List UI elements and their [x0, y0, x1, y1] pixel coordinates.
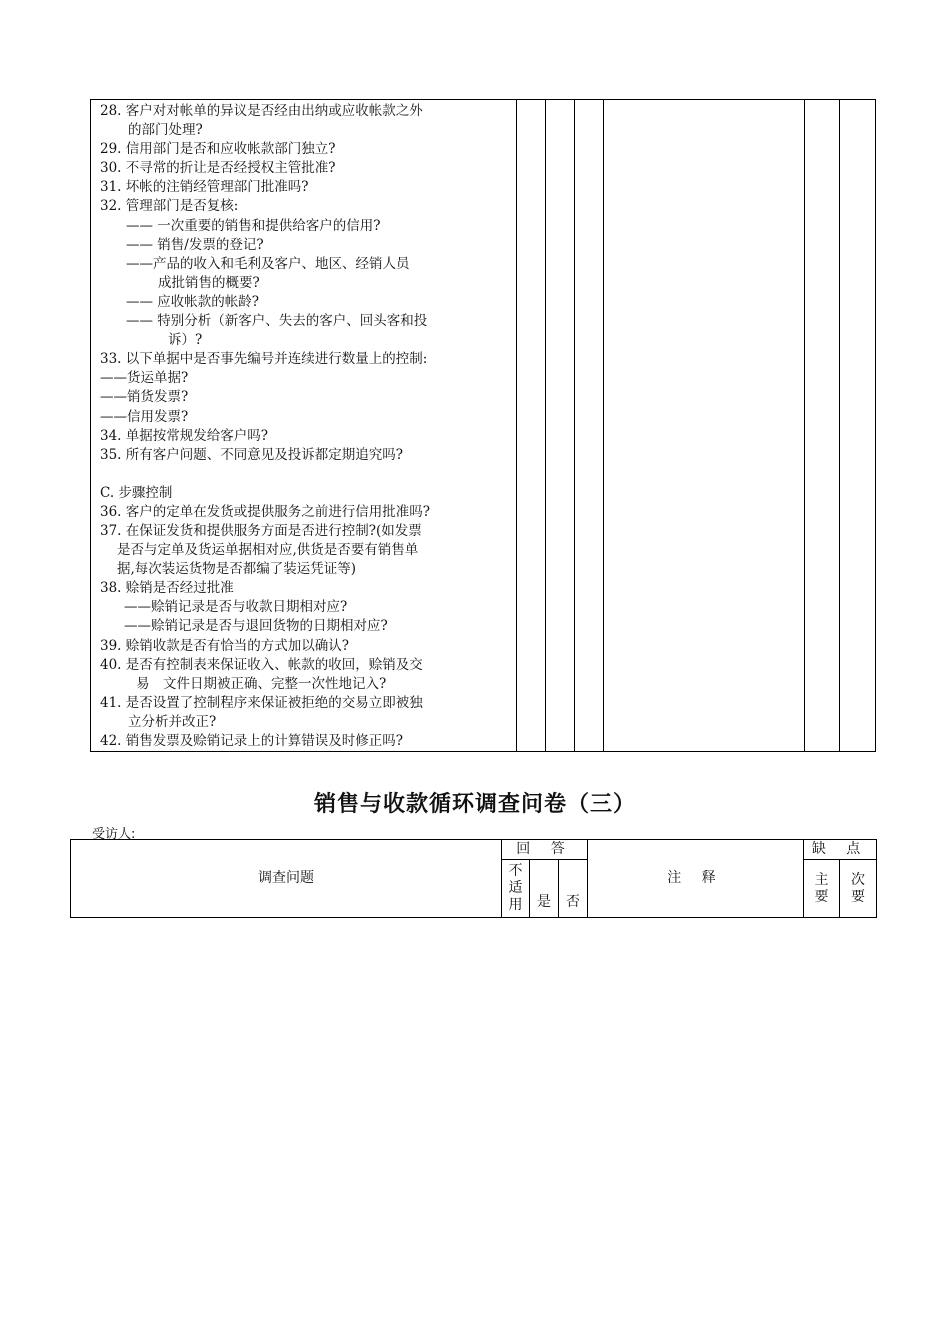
- question-line: ——赊销记录是否与退回货物的日期相对应?: [124, 618, 388, 635]
- questionnaire-header-table: [70, 839, 877, 918]
- not-applicable-char-1: 不: [508, 863, 523, 879]
- column-header-answer-group: 回 答: [502, 840, 588, 860]
- major-char-2: 要: [814, 888, 829, 905]
- questionnaire-continuation-table: [90, 99, 876, 752]
- question-line: ——产品的收入和毛利及客户、地区、经销人员: [126, 255, 410, 272]
- question-line: 41. 是否设置了控制程序来保证被拒绝的交易立即被独: [100, 694, 423, 711]
- yes-answer-cell[interactable]: [546, 100, 575, 752]
- minor-defect-cell[interactable]: [840, 100, 876, 752]
- question-line: 39. 赊销收款是否有恰当的方式加以确认?: [100, 637, 349, 654]
- question-line: 易 文件日期被正确、完整一次性地记入?: [136, 675, 387, 692]
- respondent-label: 受访人:: [92, 827, 136, 842]
- major-char-1: 主: [814, 871, 829, 888]
- question-line: 诉）?: [168, 332, 203, 349]
- column-header-yes: 是: [530, 860, 559, 918]
- not-applicable-char-2: 适: [508, 880, 523, 896]
- question-line: 据,每次装运货物是否都编了装运凭证等): [117, 561, 357, 578]
- question-line: 30. 不寻常的折让是否经授权主管批准?: [100, 160, 336, 177]
- question-line: ——货运单据?: [100, 370, 189, 387]
- question-line: 33. 以下单据中是否事先编号并连续进行数量上的控制:: [100, 351, 428, 368]
- column-header-no: 否: [559, 860, 588, 918]
- no-answer-cell[interactable]: [575, 100, 604, 752]
- question-line: —— 销售/发票的登记?: [126, 236, 264, 253]
- question-line: ——销货发票?: [100, 389, 189, 406]
- question-line: 的部门处理?: [128, 122, 203, 139]
- notes-cell[interactable]: [604, 100, 805, 752]
- minor-char-2: 要: [851, 888, 866, 905]
- column-header-defect-group: 缺 点: [804, 840, 877, 860]
- question-line: 成批销售的概要?: [158, 274, 260, 291]
- question-line: 40. 是否有控制表来保证收入、帐款的收回，赊销及交: [100, 656, 423, 673]
- question-line: ——信用发票?: [100, 408, 189, 425]
- question-list: [100, 102, 510, 751]
- minor-char-1: 次: [851, 871, 866, 888]
- major-defect-cell[interactable]: [805, 100, 840, 752]
- column-header-notes: 注 释: [588, 840, 804, 918]
- question-line: 31. 坏帐的注销经管理部门批准吗?: [100, 179, 309, 196]
- question-line: 是否与定单及货运单据相对应,供货是否要有销售单: [117, 542, 419, 559]
- question-line: —— 应收帐款的帐龄?: [126, 293, 260, 310]
- blank-line: [100, 465, 510, 484]
- question-line: 42. 销售发票及赊销记录上的计算错误及时修正吗?: [100, 733, 403, 749]
- question-line: ——赊销记录是否与收款日期相对应?: [124, 599, 348, 616]
- form-title: 销售与收款循环调查问卷（三）: [313, 792, 636, 817]
- question-line: 29. 信用部门是否和应收帐款部门独立?: [100, 141, 336, 158]
- column-header-major: [804, 860, 840, 918]
- questions-cell: [91, 100, 517, 752]
- question-line: 28. 客户对对帐单的异议是否经由出纳或应收帐款之外: [100, 103, 423, 119]
- question-line: 立分析并改正?: [128, 713, 217, 730]
- question-line: 36. 客户的定单在发货或提供服务之前进行信用批准吗?: [100, 503, 430, 520]
- question-line: 35. 所有客户问题、不同意见及投诉都定期追究吗?: [100, 446, 403, 463]
- not-applicable-answer-cell[interactable]: [517, 100, 546, 752]
- question-line: 38. 赊销是否经过批准: [100, 580, 234, 597]
- question-line: 32. 管理部门是否复核:: [100, 198, 239, 215]
- question-line: 37. 在保证发货和提供服务方面是否进行控制?(如发票: [100, 522, 422, 539]
- not-applicable-char-3: 用: [508, 897, 523, 913]
- column-header-not-applicable: [502, 860, 530, 918]
- question-line: —— 一次重要的销售和提供给客户的信用?: [126, 217, 381, 234]
- question-line: C. 步骤控制: [100, 484, 173, 501]
- question-line: —— 特别分析（新客户、失去的客户、回头客和投: [126, 313, 428, 330]
- column-header-question: 调查问题: [71, 840, 502, 918]
- column-header-minor: [840, 860, 877, 918]
- question-line: 34. 单据按常规发给客户吗?: [100, 427, 268, 444]
